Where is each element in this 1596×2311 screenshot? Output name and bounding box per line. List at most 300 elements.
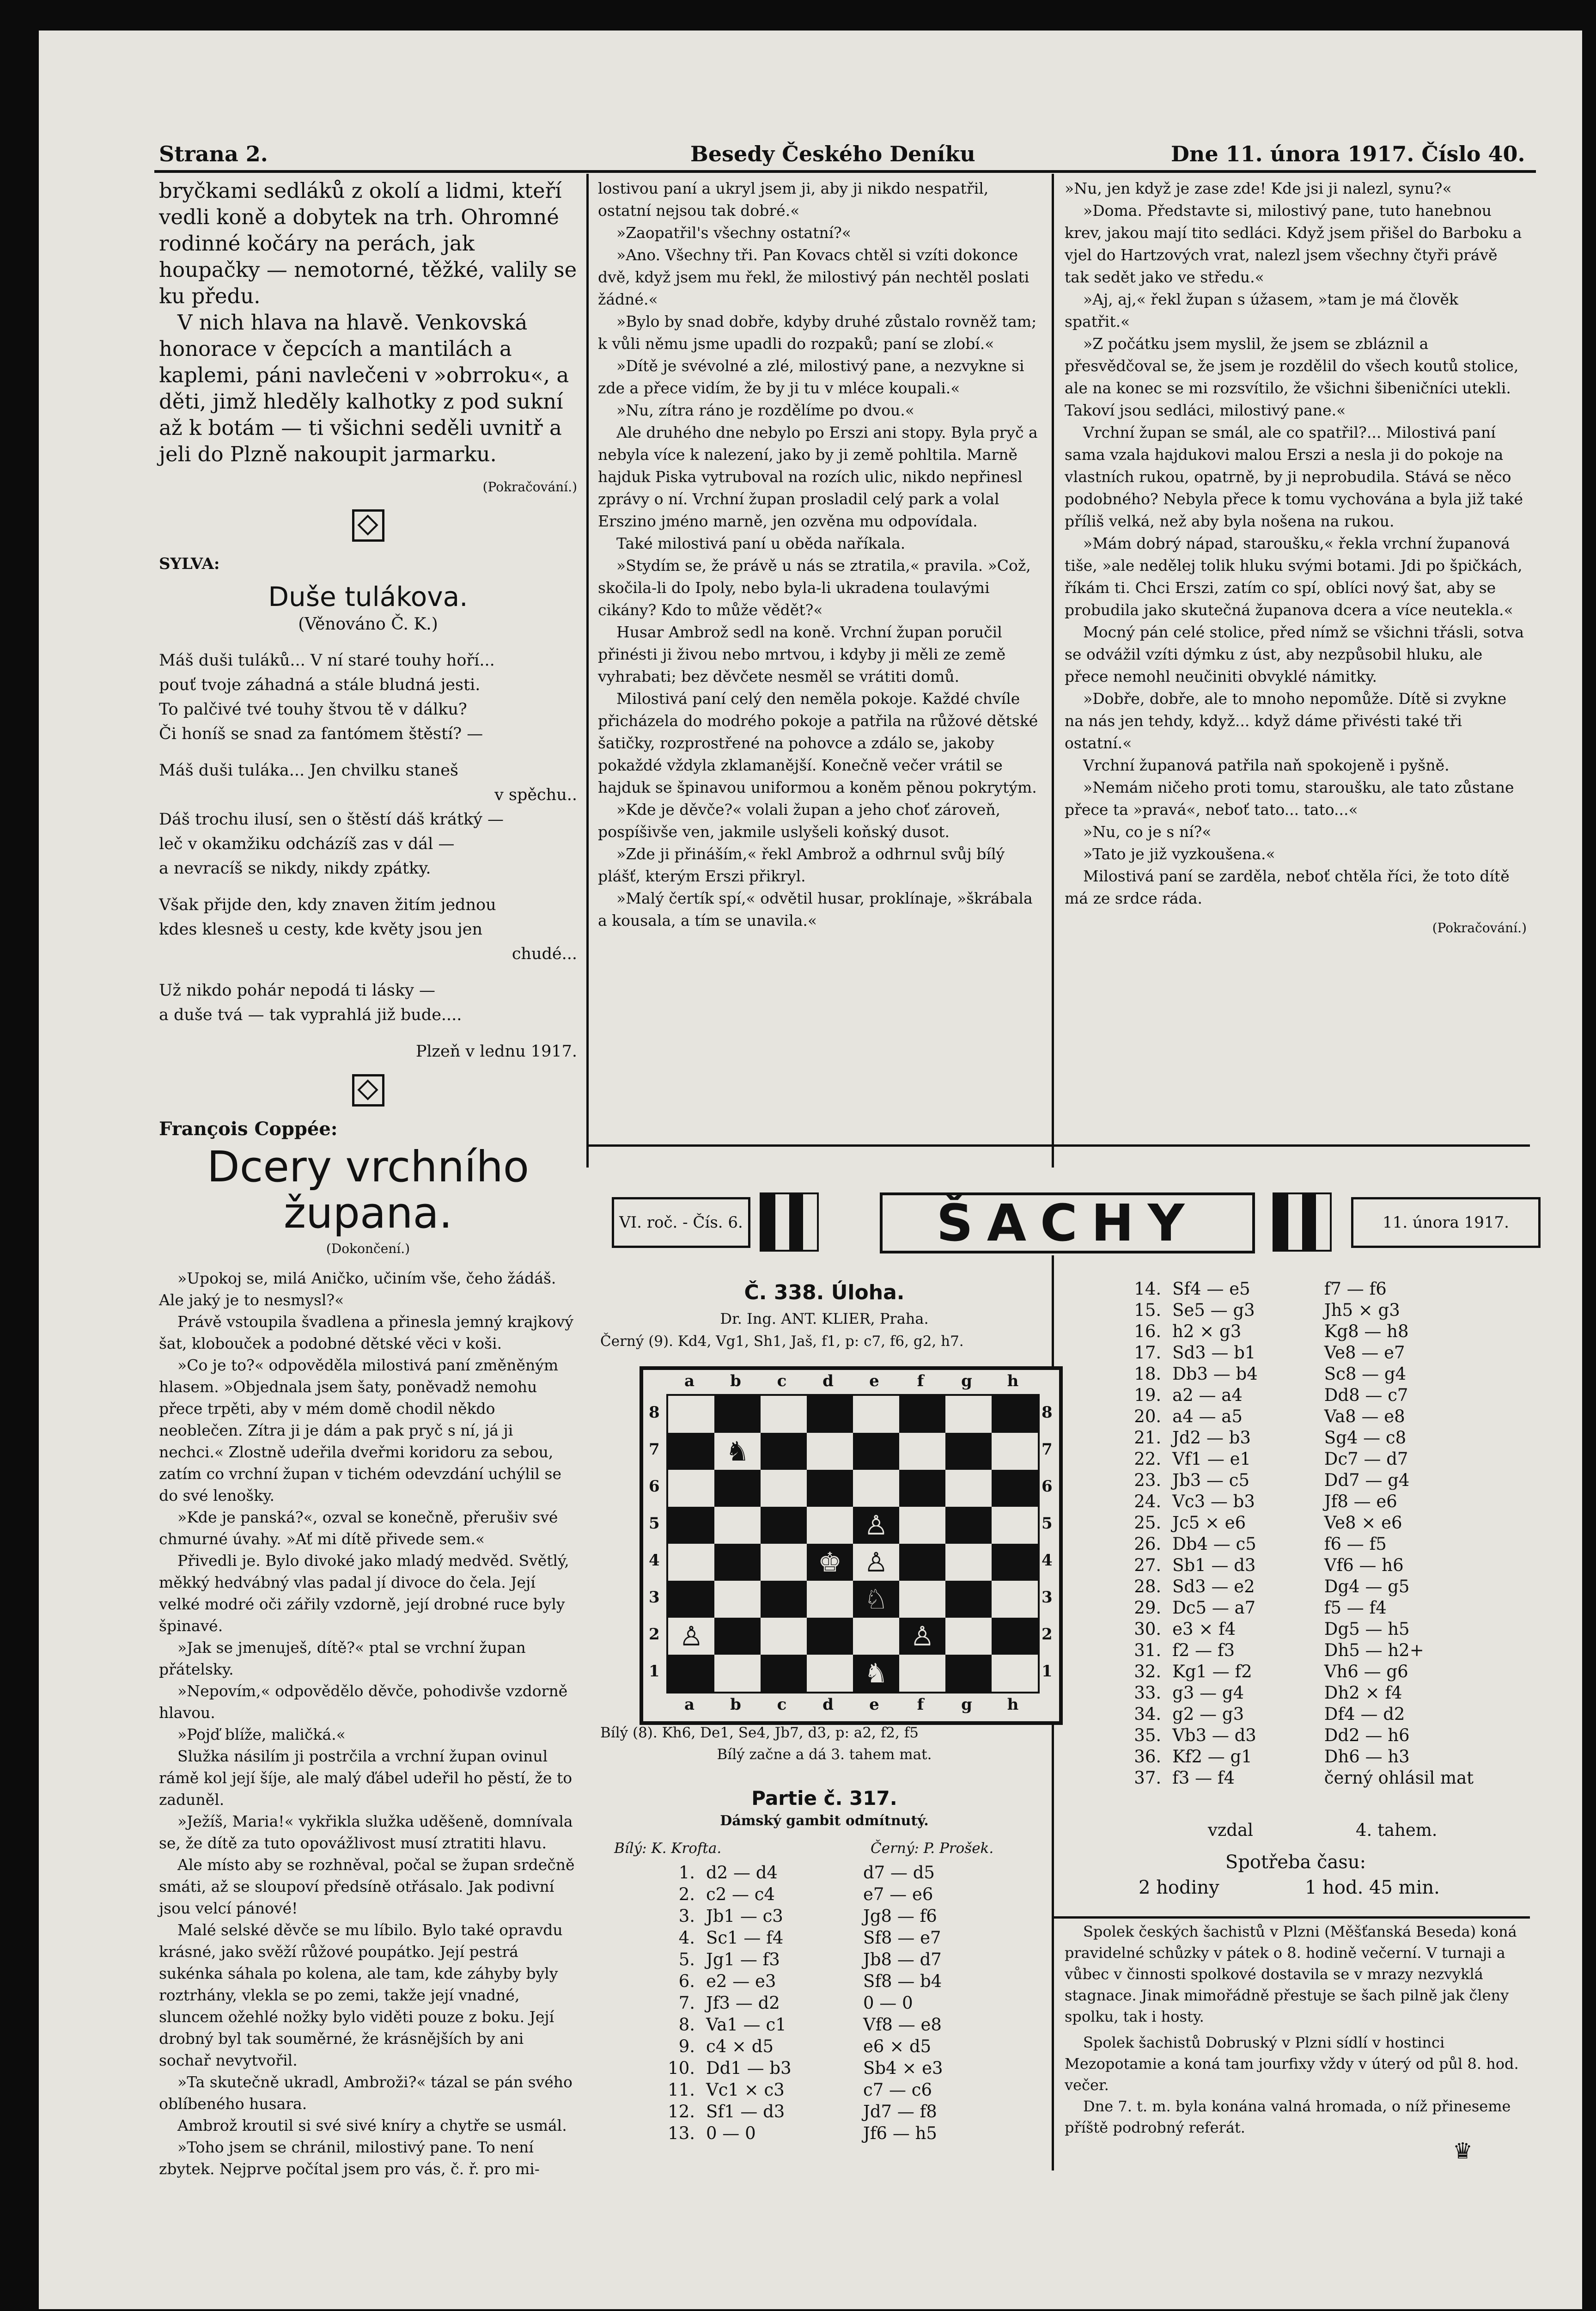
black-pieces: Černý (9). Kd4, Vg1, Sh1, Jaš, f1, p: c7, f6, g2, h7. xyxy=(600,1333,964,1350)
move-row xyxy=(1065,1427,1527,1449)
story-paragraph: Přivedli je. Bylo divoké jako mladý medvěd. Světlý, měkký hedvábný vlas padal jí divoce do čela. Její velké modré oči zářily vzdorně, její drobné ruce byly špinavé. xyxy=(159,1552,569,1635)
white-move: Jf3 — d2 xyxy=(706,1993,780,2013)
story-paragraph: »Nu, jen když je zase zde! Kde jsi ji nalezl, synu?« xyxy=(1065,179,1452,197)
file-label: f xyxy=(917,1695,924,1714)
poem-line: Dáš trochu ilusí, sen o štěstí dáš krátký — xyxy=(159,810,504,829)
black-move: Sf8 — e7 xyxy=(863,1928,941,1948)
board-square xyxy=(853,1618,899,1655)
black-move: Dd7 — g4 xyxy=(1324,1470,1410,1490)
move-row xyxy=(640,2101,1046,2122)
rank-label: 7 xyxy=(1042,1440,1053,1459)
board-square xyxy=(668,1470,714,1507)
white-move: Jb1 — c3 xyxy=(706,1906,783,1926)
white-move: h2 × g3 xyxy=(1172,1321,1242,1341)
move-row xyxy=(640,1883,1046,1905)
move-row xyxy=(1065,1555,1527,1576)
white-move: Sd3 — b1 xyxy=(1172,1343,1256,1363)
board-square xyxy=(899,1544,945,1581)
black-move: e7 — e6 xyxy=(863,1884,933,1904)
move-row xyxy=(640,1992,1046,2014)
chess-piece-icon: ♙ xyxy=(864,1547,888,1578)
white-move: Jd2 — b3 xyxy=(1172,1428,1251,1448)
story-paragraph: »Doma. Představte si, milostivý pane, tuto hanebnou krev, jakou mají tito sedláci. Když jsem přišel do Barboku a vjel do Hartzových vrat, nalezl jsem všechny čtyři právě tak sedět jako ve středu.« xyxy=(1065,202,1522,286)
board-square xyxy=(761,1581,807,1618)
story-paragraph: Ale druhého dne nebylo po Erszi ani stopy. Byla pryč a nebyla více k nalezení, jako by ji země pohltila. Marně hajduk Piska vytruboval na rozích ulic, nikdo nepřinesl zprávy o ní. Vrchní župan prosladil celý park a volal Erszino jméno marně, jen ozvěna mu odpovídala. xyxy=(598,423,1038,530)
chess-piece-icon: ♞ xyxy=(864,1657,888,1689)
board-square xyxy=(714,1433,761,1470)
col2-end-rule xyxy=(589,1144,1052,1147)
poem-line: pouť tvoje záhadná a stále bludná jesti. xyxy=(159,676,481,694)
board-square xyxy=(899,1618,945,1655)
black-move: Sf8 — b4 xyxy=(863,1971,942,1991)
move-number: 11. xyxy=(668,2080,695,2100)
checker-ornament-icon xyxy=(760,1192,819,1252)
white-move: Jg1 — f3 xyxy=(706,1950,780,1969)
poem-line: Už nikdo pohár nepodá ti lásky — xyxy=(159,981,435,1000)
move-row xyxy=(1065,1746,1527,1767)
black-move: Sg4 — c8 xyxy=(1324,1428,1407,1448)
chess-section-title: ŠACHY xyxy=(880,1192,1255,1253)
move-row xyxy=(1065,1406,1527,1427)
story-paragraph: lostivou paní a ukryl jsem ji, aby ji nikdo nespatřil, ostatní nejsou tak dobré.« xyxy=(598,179,989,220)
move-row xyxy=(640,2014,1046,2036)
story-paragraph: »Ježíš, Maria!« vykřikla služka uděšeně, domnívala se, že dítě za tuto opovážlivost musí ztratiti hlavu. xyxy=(159,1812,573,1852)
move-number: 16. xyxy=(1134,1321,1162,1341)
file-labels-bottom xyxy=(666,1695,1036,1714)
white-move: Vc3 — b3 xyxy=(1172,1492,1255,1511)
game-title: Partie č. 317. xyxy=(751,1787,897,1810)
white-move: Va1 — c1 xyxy=(706,2015,786,2035)
story-paragraph: »Nu, co je s ní?« xyxy=(1083,823,1212,841)
poem-line: chudé... xyxy=(512,945,577,963)
white-move: a2 — a4 xyxy=(1172,1385,1243,1405)
rank-label: 8 xyxy=(1042,1403,1053,1422)
story-paragraph: Vrchní županová patřila naň spokojeně i pyšně. xyxy=(1083,756,1450,774)
move-number: 31. xyxy=(1134,1640,1162,1660)
board-square xyxy=(853,1507,899,1544)
black-move: Jg8 — f6 xyxy=(863,1906,937,1926)
column-divider-2 xyxy=(1052,174,1054,1168)
black-move: Va8 — e8 xyxy=(1324,1406,1405,1426)
move-row xyxy=(640,2122,1046,2144)
continued-note: (Pokračování.) xyxy=(1432,920,1527,935)
chess-piece-icon: ♞ xyxy=(725,1436,749,1467)
board-square xyxy=(853,1470,899,1507)
black-move: Jd7 — f8 xyxy=(863,2102,937,2121)
poem-line: a nevracíš se nikdy, nikdy zpátky. xyxy=(159,859,431,878)
story-text xyxy=(159,1267,577,2180)
board-square xyxy=(992,1618,1038,1655)
club-notice: Spolek českých šachistů v Plzni (Měšťanská Beseda) koná pravidelné schůzky v pátek o 8. hodině večerní. V turnaji a vůbec v činnosti spolkové dostavila se v mrazy nezvyklá stagnace. Jinak mimořádně přestuje se šach pilně jak členy spolku, tak i hosty. xyxy=(1065,1923,1517,2025)
board-square xyxy=(853,1655,899,1692)
file-label: b xyxy=(730,1372,741,1390)
board-square xyxy=(992,1396,1038,1433)
story-paragraph: »Tato je již vyzkoušena.« xyxy=(1083,845,1275,863)
black-move: f7 — f6 xyxy=(1324,1279,1387,1299)
file-label: e xyxy=(869,1695,879,1714)
file-label: e xyxy=(869,1372,879,1390)
move-row xyxy=(1065,1300,1527,1321)
board-square xyxy=(945,1470,992,1507)
article-paragraph: bryčkami sedláků z okolí a lidmi, kteří vedli koně a dobytek na trh. Ohromné rodinné kočáry na perách, jak houpačky — nemotorné, těžké, valily se ku předu. xyxy=(159,178,577,308)
rank-label: 1 xyxy=(649,1662,660,1681)
rank-label: 3 xyxy=(1042,1588,1053,1607)
poem-title: Duše tulákova. xyxy=(268,581,468,612)
board-square xyxy=(807,1655,853,1692)
black-move: Dh6 — h3 xyxy=(1324,1747,1410,1767)
board-square xyxy=(853,1396,899,1433)
continued-note: (Pokračování.) xyxy=(482,479,577,495)
move-row xyxy=(1065,1321,1527,1342)
story-paragraph: »Nemám ničeho proti tomu, staroušku, ale tato zůstane přece ta »pravá«, neboť tato... tato...« xyxy=(1065,778,1514,819)
board-square xyxy=(761,1470,807,1507)
move-row xyxy=(1065,1640,1527,1661)
black-move: 0 — 0 xyxy=(863,1993,913,2013)
club-notice: Dne 7. t. m. byla konána valná hromada, o níž přineseme příště podrobný referát. xyxy=(1065,2097,1511,2136)
board-square xyxy=(668,1655,714,1692)
board-square xyxy=(714,1396,761,1433)
move-row xyxy=(640,2057,1046,2079)
board-square xyxy=(807,1618,853,1655)
black-move: Vf8 — e8 xyxy=(863,2015,942,2035)
board-square xyxy=(714,1544,761,1581)
board-square xyxy=(945,1618,992,1655)
story-paragraph: Vrchní župan se smál, ale co spatřil?... Milostivá paní sama vzala hajdukovi malou Erszi a nesla ji do pokoje na vlastních rukou, opatrně, by ji neprobudila. Stává se něco podobného? Nebyla přece k tomu vychována a byla již také příliš velká, než aby byla nošena na rukou. xyxy=(1065,423,1523,530)
white-move: 0 — 0 xyxy=(706,2123,756,2143)
move-number: 26. xyxy=(1134,1534,1162,1554)
move-row xyxy=(640,2079,1046,2101)
chess-news-rule xyxy=(1054,1916,1530,1919)
story-paragraph: »Dítě je svévolné a zlé, milostivý pane, a nezvykne si zde a přece vidím, že by ji tu v mléce koupali.« xyxy=(598,357,1024,397)
move-number: 18. xyxy=(1134,1364,1162,1384)
move-row xyxy=(640,1949,1046,1970)
story-paragraph: Právě vstoupila švadlena a přinesla jemný krajkový šat, klobouček a podobné dětské věci v koši. xyxy=(159,1313,573,1352)
white-move: g2 — g3 xyxy=(1172,1704,1244,1724)
black-move: Dd2 — h6 xyxy=(1324,1725,1410,1745)
board-square xyxy=(853,1544,899,1581)
move-number: 37. xyxy=(1134,1768,1162,1788)
rank-labels-right xyxy=(1042,1394,1053,1690)
story-paragraph: Milostivá paní celý den neměla pokoje. Každé chvíle přicházela do modrého pokoje a patřila na růžové dětské šatičky, rozprostřené na pohovce a zdálo se, jakoby pokaždé vždyla zklamanější. Konečně večer vrátil se hajduk se špinavou uniformou a koněm pěnou pokrytým. xyxy=(598,690,1038,796)
board-square xyxy=(761,1507,807,1544)
black-move: Dg5 — h5 xyxy=(1324,1619,1410,1639)
board-square xyxy=(899,1433,945,1470)
ornament-icon xyxy=(352,1074,384,1107)
poem-line: To palčivé tvé touhy štvou tě v dálku? xyxy=(159,700,467,719)
rank-label: 2 xyxy=(1042,1625,1053,1644)
poem-author: SYLVA: xyxy=(159,555,220,573)
story-paragraph: Husar Ambrož sedl na koně. Vrchní župan poručil přinésti ji živou nebo mrtvou, i kdyby ji měli ze země vyhrabati; bez děvčete nesměl se vrátiti domů. xyxy=(598,623,1006,685)
white-move: Vb3 — d3 xyxy=(1172,1725,1256,1745)
board-square xyxy=(899,1507,945,1544)
white-move: Jc5 × e6 xyxy=(1172,1513,1246,1533)
move-row xyxy=(640,1862,1046,1883)
board-square xyxy=(853,1581,899,1618)
story-paragraph: »Co je to?« odpověděla milostivá paní změněným hlasem. »Objednala jsem šaty, poněvadž nemohu přece trpěti, aby v mém domě chodil někdo neoblečen. Zítra ji je dám a pak pryč s ní, já ji nechci.« Zlostně udeřila dveřmi koridoru za sebou, zatím co vrchní župan v tichém odevzdání uchýlil se do své lenošky. xyxy=(159,1356,562,1504)
board-square xyxy=(899,1581,945,1618)
move-number: 25. xyxy=(1134,1513,1162,1533)
white-player: Bílý: K. Krofta. xyxy=(614,1840,722,1857)
rank-label: 2 xyxy=(649,1625,660,1644)
move-number: 12. xyxy=(668,2102,695,2121)
story-paragraph: Ale místo aby se rozhněval, počal se župan srdečně smáti, až se sloupoví předsíně otřásalo. Jak podivní jsou velcí pánové! xyxy=(159,1856,575,1917)
white-move: Kg1 — f2 xyxy=(1172,1662,1252,1681)
board-square xyxy=(761,1433,807,1470)
move-number: 8. xyxy=(678,2015,695,2035)
move-row xyxy=(1065,1576,1527,1597)
rank-label: 8 xyxy=(649,1403,660,1422)
black-move: Sc8 — g4 xyxy=(1324,1364,1407,1384)
story-paragraph: »Upokoj se, milá Aničko, učiním vše, čeho žádáš. Ale jaký je to nesmysl?« xyxy=(159,1269,556,1309)
column-divider-1 xyxy=(586,174,589,1168)
move-row xyxy=(1065,1278,1527,1300)
chess-piece-icon: ♚ xyxy=(818,1547,842,1578)
problem-task: Bílý začne a dá 3. tahem mat. xyxy=(717,1746,932,1763)
board-square xyxy=(761,1618,807,1655)
white-move: g3 — g4 xyxy=(1172,1683,1244,1703)
board-square xyxy=(992,1433,1038,1470)
board-square xyxy=(761,1396,807,1433)
club-notice: Spolek šachistů Dobruský v Plzni sídlí v hostinci Mezopotamie a koná tam jourfixy vždy v úterý od půl 8. hod. večer. xyxy=(1065,2034,1519,2094)
story-paragraph: »Aj, aj,« řekl župan s úžasem, »tam je má člověk spatřit.« xyxy=(1065,290,1458,330)
board-square xyxy=(945,1581,992,1618)
board-square xyxy=(992,1507,1038,1544)
board-square xyxy=(807,1433,853,1470)
move-row xyxy=(1065,1661,1527,1682)
move-row xyxy=(1065,1385,1527,1406)
story-paragraph: »Zaopatřil's všechny ostatní?« xyxy=(616,224,852,242)
move-number: 36. xyxy=(1134,1747,1162,1767)
black-move: černý ohlásil mat xyxy=(1324,1768,1474,1788)
white-move: c2 — c4 xyxy=(706,1884,775,1904)
move-row xyxy=(1065,1512,1527,1534)
story-paragraph: Ambrož kroutil si své sivé kníry a chytře se usmál. xyxy=(177,2116,567,2134)
black-move: Dd8 — c7 xyxy=(1324,1385,1408,1405)
poem-line: Či honíš se snad za fantómem štěstí? — xyxy=(159,725,483,743)
move-number: 14. xyxy=(1134,1279,1162,1299)
chess-piece-icon: ♙ xyxy=(679,1620,703,1652)
story-paragraph: »Dobře, dobře, ale to mnoho nepomůže. Dítě si zvykne na nás jen tehdy, když... když dáme přivésti také tři ostatní.« xyxy=(1065,690,1507,752)
move-number: 7. xyxy=(678,1993,695,2013)
move-number: 3. xyxy=(678,1906,695,1926)
story-paragraph: »Kde je děvče?« volali župan a jeho choť zároveň, pospíšivše ven, jakmile uslyšeli koňský dusot. xyxy=(598,801,1000,841)
white-move: Kf2 — g1 xyxy=(1172,1747,1252,1767)
story-paragraph: Milostivá paní se zarděla, neboť chtěla říci, že toto dítě má ze srdce ráda. xyxy=(1065,867,1510,907)
story-paragraph: »Toho jsem se chránil, milostivý pane. To není zbytek. Nejprve počítal jsem pro vás, č. ř. pro mi- xyxy=(159,2138,540,2178)
move-number: 13. xyxy=(668,2123,695,2143)
file-label: a xyxy=(684,1372,695,1390)
story-paragraph: »Mám dobrý nápad, staroušku,« řekla vrchní županová tiše, »ale nedělej tolik hluku svými botami. Jdi po špičkách, říkám ti. Chci Erszi, zatím co spí, oblíci nový šat, aby se probudila jako skutečná županova dcera a více neutekla.« xyxy=(1065,534,1523,619)
board-square xyxy=(992,1470,1038,1507)
board-square xyxy=(992,1544,1038,1581)
rank-label: 1 xyxy=(1042,1662,1053,1681)
white-move: c4 × d5 xyxy=(706,2036,774,2056)
story-paragraph: Služka násilím ji postrčila a vrchní župan ovinul rámě kol její šíje, ale malý ďábel udeřil ho pěstí, že to zaduněl. xyxy=(159,1747,573,1809)
move-row xyxy=(640,1970,1046,1992)
board-square xyxy=(899,1470,945,1507)
chess-piece-icon: ♙ xyxy=(864,1510,888,1541)
game-moves-1-13 xyxy=(640,1862,1046,2144)
move-number: 27. xyxy=(1134,1555,1162,1575)
board-square xyxy=(714,1618,761,1655)
chess-date-box: 11. února 1917. xyxy=(1351,1197,1541,1248)
black-move: Jh5 × g3 xyxy=(1324,1300,1400,1320)
move-number: 22. xyxy=(1134,1449,1162,1469)
board-square xyxy=(807,1507,853,1544)
black-move: Jf6 — h5 xyxy=(863,2123,937,2143)
story-paragraph: »Ano. Všechny tři. Pan Kovacs chtěl si vzíti dokonce dvě, když jsem mu řekl, že milostivý pán nechtěl poslati žádné.« xyxy=(598,246,1029,308)
white-move: f3 — f4 xyxy=(1172,1768,1235,1788)
black-move: f6 — f5 xyxy=(1324,1534,1387,1554)
file-label: f xyxy=(917,1372,924,1390)
poem-line: leč v okamžiku odcházíš zas v dál — xyxy=(159,835,455,853)
board-square xyxy=(668,1507,714,1544)
black-move: Df4 — d2 xyxy=(1324,1704,1405,1724)
board-square xyxy=(761,1544,807,1581)
move-number: 23. xyxy=(1134,1470,1162,1490)
poem-dedication: (Věnováno Č. K.) xyxy=(298,615,438,634)
move-number: 29. xyxy=(1134,1598,1162,1618)
black-move: Kg8 — h8 xyxy=(1324,1321,1409,1341)
board-square xyxy=(899,1396,945,1433)
move-number: 1. xyxy=(678,1863,695,1883)
white-move: f2 — f3 xyxy=(1172,1640,1235,1660)
board-square xyxy=(668,1544,714,1581)
board-square xyxy=(992,1655,1038,1692)
black-move: Ve8 — e7 xyxy=(1324,1343,1405,1363)
story-paragraph: »Ta skutečně ukradl, Ambroži?« tázal se pán svého oblíbeného husara. xyxy=(159,2073,573,2113)
white-move: Sb1 — d3 xyxy=(1172,1555,1256,1575)
ornament-icon xyxy=(352,509,384,542)
board-square xyxy=(807,1581,853,1618)
white-move: Dc5 — a7 xyxy=(1172,1598,1256,1618)
story-paragraph: »Pojď blíže, maličká.« xyxy=(177,1725,346,1743)
column-1 xyxy=(159,177,577,2180)
file-label: h xyxy=(1007,1695,1019,1714)
newspaper-title: Besedy Českého Deníku xyxy=(690,141,975,166)
board-square xyxy=(807,1396,853,1433)
file-label: d xyxy=(822,1695,834,1714)
black-move: Jf8 — e6 xyxy=(1324,1492,1397,1511)
story-paragraph: Malé selské děvče se mu líbilo. Bylo také opravdu krásné, jako svěží růžové poupátko. Její pestrá sukénka sáhala po kolena, ale tam, kde záhyby byly roztrhány, vlekla se po zemi, takže její vnadné, sluncem ožehlé nožky bylo viděti pouze z boku. Její drobný byl tak souměrné, že krásnějších by ani sochař nevytvořil. xyxy=(159,1921,563,2069)
story-paragraph: »Nu, zítra ráno je rozdělíme po dvou.« xyxy=(616,401,914,419)
col3-end-rule xyxy=(1054,1144,1530,1147)
board-square xyxy=(714,1507,761,1544)
poem-line: v spěchu.. xyxy=(494,786,577,804)
chess-news xyxy=(1065,1921,1527,2138)
move-number: 6. xyxy=(678,1971,695,1991)
move-number: 5. xyxy=(678,1950,695,1969)
white-move: e2 — e3 xyxy=(706,1971,776,1991)
file-label: g xyxy=(961,1372,972,1390)
black-move: Sb4 × e3 xyxy=(863,2058,943,2078)
time-white: 2 hodiny xyxy=(1139,1877,1219,1898)
chess-banner xyxy=(612,1186,1554,1255)
story-paragraph: Také milostivá paní u oběda naříkala. xyxy=(616,534,906,552)
time-usage-title: Spotřeba času: xyxy=(1225,1852,1366,1873)
move-row xyxy=(1065,1363,1527,1385)
column-2 xyxy=(598,177,1044,932)
move-row xyxy=(640,1905,1046,1927)
move-number: 4. xyxy=(678,1928,695,1948)
white-pieces: Bílý (8). Kh6, De1, Se4, Jb7, d3, p: a2, f2, f5 xyxy=(600,1724,919,1741)
move-number: 24. xyxy=(1134,1492,1162,1511)
column-3 xyxy=(1065,177,1527,939)
move-row xyxy=(1065,1767,1527,1789)
article-paragraph: V nich hlava na hlavě. Venkovská honorace v čepcích a mantilách a kaplemi, páni navlečeni v »obrroku«, a děti, jimž hleděly kalhotky z pod sukní až k botám — ti všichni seděli uvnitř a jeli do Plzně nakoupit jarmarku. xyxy=(159,310,569,466)
poem-text xyxy=(159,648,577,1027)
problem-author: Dr. Ing. ANT. KLIER, Praha. xyxy=(720,1310,929,1327)
chess-piece-icon: ♘ xyxy=(864,1583,888,1615)
story-paragraph: Mocný pán celé stolice, před nímž se všichni třásli, sotva se odvážil vzíti dýmku z úst, aby nezpůsobil hluku, ale přece nemohl neučiniti obvyklé námitky. xyxy=(1065,623,1524,685)
move-row xyxy=(640,2036,1046,2057)
white-move: a4 — a5 xyxy=(1172,1406,1243,1426)
file-label: g xyxy=(961,1695,972,1714)
board-square xyxy=(945,1544,992,1581)
board-square xyxy=(807,1470,853,1507)
board-square xyxy=(807,1544,853,1581)
board-square xyxy=(714,1581,761,1618)
board-square xyxy=(945,1507,992,1544)
move-row xyxy=(1065,1342,1527,1363)
move-number: 28. xyxy=(1134,1577,1162,1596)
white-move: Vc1 × c3 xyxy=(706,2080,785,2100)
rank-label: 4 xyxy=(1042,1551,1053,1570)
move-row xyxy=(1065,1725,1527,1746)
move-number: 34. xyxy=(1134,1704,1162,1724)
move-number: 32. xyxy=(1134,1662,1162,1681)
black-move: Dh2 × f4 xyxy=(1324,1683,1402,1703)
black-move: e6 × d5 xyxy=(863,2036,932,2056)
rank-label: 6 xyxy=(1042,1477,1053,1496)
resign-note-left: vzdal xyxy=(1208,1820,1253,1840)
story-paragraph: »Nepovím,« odpovědělo děvče, pohodivše vzdorně hlavou. xyxy=(159,1682,568,1722)
black-move: c7 — c6 xyxy=(863,2080,932,2100)
board-square xyxy=(945,1433,992,1470)
black-move: d7 — d5 xyxy=(863,1863,935,1883)
board-square xyxy=(668,1581,714,1618)
move-row xyxy=(1065,1597,1527,1619)
black-move: Jb8 — d7 xyxy=(863,1950,942,1969)
black-move: f5 — f4 xyxy=(1324,1598,1387,1618)
black-move: Dg4 — g5 xyxy=(1324,1577,1410,1596)
rank-label: 7 xyxy=(649,1440,660,1459)
move-row xyxy=(1065,1470,1527,1491)
chess-board-frame xyxy=(640,1366,1063,1725)
story-paragraph: »Kde je panská?«, ozval se konečně, přerušiv své chmurné úvahy. »Ať mi dítě přivede sem.« xyxy=(159,1508,558,1548)
move-row xyxy=(640,1927,1046,1949)
move-number: 9. xyxy=(678,2036,695,2056)
rank-label: 5 xyxy=(1042,1514,1053,1533)
file-label: c xyxy=(777,1695,787,1714)
story-paragraph: »Jak se jmenuješ, dítě?« ptal se vrchní župan přátelsky. xyxy=(159,1638,526,1678)
white-move: Sf1 — d3 xyxy=(706,2102,785,2121)
board-square xyxy=(945,1655,992,1692)
board-square xyxy=(761,1655,807,1692)
resign-note-right: 4. tahem. xyxy=(1356,1820,1438,1840)
move-number: 19. xyxy=(1134,1385,1162,1405)
black-player: Černý: P. Prošek. xyxy=(871,1840,994,1857)
file-label: b xyxy=(730,1695,741,1714)
story-author: François Coppée: xyxy=(159,1118,338,1140)
move-row xyxy=(1065,1682,1527,1704)
chess-issue-box: VI. roč. - Čís. 6. xyxy=(612,1197,750,1248)
white-move: Dd1 — b3 xyxy=(706,2058,792,2078)
white-move: e3 × f4 xyxy=(1172,1619,1236,1639)
move-row xyxy=(1065,1491,1527,1512)
black-move: Vf6 — h6 xyxy=(1324,1555,1404,1575)
story-title: Dcery vrchního župana. xyxy=(207,1142,530,1238)
